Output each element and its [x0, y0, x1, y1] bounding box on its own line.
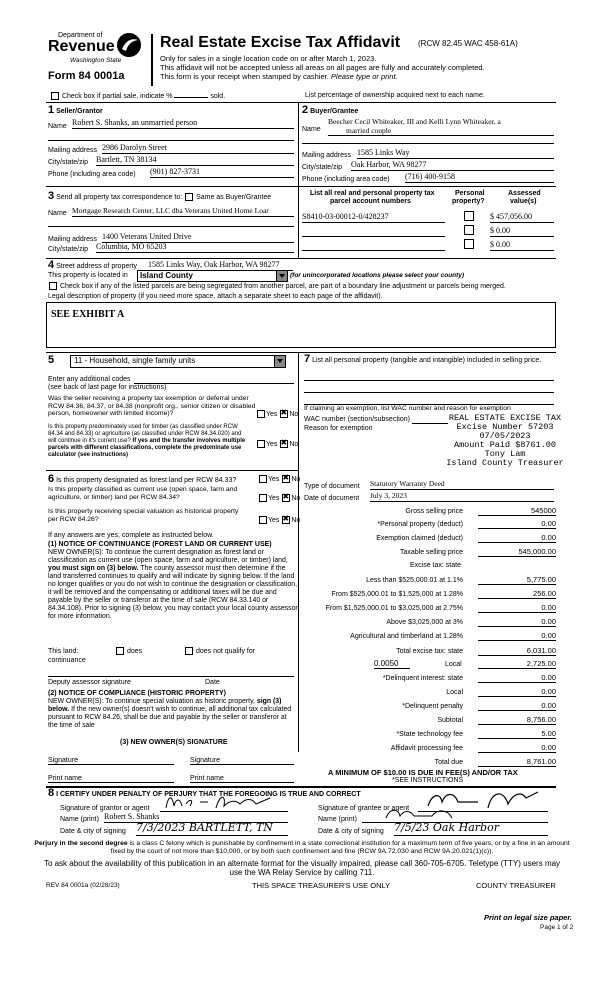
tax-city-label: City/state/zip	[48, 246, 89, 253]
document-type-label: Type of document	[304, 483, 360, 490]
form-title: Real Estate Excise Tax Affidavit	[160, 34, 401, 51]
does-label: does	[126, 647, 143, 655]
exemption-reason-label: Reason for exemption	[304, 425, 373, 432]
document-date-label: Date of document	[304, 495, 360, 502]
personal-line-2	[304, 392, 554, 393]
grantor-signature-label: Signature of grantor or agent	[60, 805, 150, 812]
tier-1-value[interactable]: 5,775.00	[478, 575, 556, 585]
section-3-number: 3	[48, 190, 55, 202]
personal-property-heading	[304, 355, 554, 365]
county-select[interactable]	[137, 270, 288, 282]
continuance-body-c: The county assessor must then determine if the land transferred continues to qualify and will indicate by signing below. If the land no longer qualifies or you do not wish to continue the designation or classification, it will be removed and the compensating or additional taxes will be due and payable by the seller or transferor at the time of sale (RCW 84.33.140 or 84.34.108). Prior to signing (3) below, you may contact your local county assessor for more information.	[48, 565, 298, 620]
grantor-signature-field[interactable]	[160, 796, 288, 812]
perjury-bold: Perjury in the second degree	[34, 840, 128, 847]
current-use-no-label: No	[291, 494, 301, 502]
seller-phone-field[interactable]: (901) 827-3731	[150, 167, 294, 178]
assessed-value-3[interactable]: $ 0.00	[490, 240, 554, 251]
forest-no-checkbox[interactable]	[282, 475, 290, 483]
timber-no-checkbox[interactable]	[280, 440, 288, 448]
stamp-line-1: REAL ESTATE EXCISE TAX	[448, 413, 562, 423]
print-name-label-2: Print name	[190, 775, 224, 782]
header-line-3	[160, 72, 398, 81]
seller-heading	[48, 104, 103, 116]
continuance-label: continuance	[48, 657, 86, 664]
tax-city-field[interactable]: Columbia, MO 65203	[96, 242, 294, 253]
affidavit-fee-value[interactable]: 0.00	[478, 743, 556, 753]
buyer-mailing-field[interactable]: 1585 Links Way	[357, 148, 554, 159]
revenue-wordmark: Revenue	[48, 38, 115, 55]
grantor-name-label: Name (print)	[60, 816, 99, 823]
tax-name-label: Name	[48, 210, 67, 217]
buyer-heading	[302, 104, 358, 116]
additional-codes-note: (see back of last page for instructions)	[48, 384, 167, 391]
timber-yes-checkbox[interactable]	[257, 440, 265, 448]
total-due-value[interactable]: 8,761.00	[478, 757, 556, 767]
street-address-field[interactable]: 1585 Links Way, Oak Harbor, WA 98277	[148, 260, 293, 271]
section-5-divider	[46, 352, 556, 353]
buyer-name-label: Name	[302, 126, 321, 133]
exemption-no-label: No	[289, 410, 299, 418]
deputy-date-label: Date	[205, 679, 220, 686]
personal-line-1	[304, 380, 554, 381]
personal-header-2: property?	[452, 198, 485, 205]
parcel-number-3[interactable]	[302, 240, 445, 251]
does-not-checkbox[interactable]	[185, 647, 193, 655]
section-6-divider	[46, 470, 298, 471]
taxable-value[interactable]: 545,000.00	[478, 547, 556, 557]
historic-body-a: NEW OWNER(S): To continue special valuation as historic property,	[48, 698, 255, 705]
section-7-number: 7	[304, 353, 311, 365]
document-date-field[interactable]: July 3, 2023	[370, 491, 554, 502]
treasurer-use-label: THIS SPACE TREASURER'S USE ONLY	[252, 881, 391, 890]
excise-state-label: Excise tax: state	[410, 562, 461, 569]
personal-header-1: Personal	[455, 190, 485, 197]
timber-question-bold: If yes and the transfer involves multiple parcels with different classifications, complete the predominate use calculator (see instructions)	[48, 438, 246, 458]
seller-city-field[interactable]: Bartlett, TN 38134	[96, 155, 294, 166]
stamp-line-6: Island County Treasurer	[446, 458, 564, 468]
affidavit-fee-label: Affidavit processing fee	[390, 745, 463, 752]
historic-heading: (2) NOTICE OF COMPLIANCE (HISTORIC PROPERTY)	[48, 690, 226, 697]
grantee-name-label: Name (print)	[318, 816, 357, 823]
additional-codes-field[interactable]	[134, 374, 294, 384]
forest-yes-label: Yes	[268, 475, 280, 483]
stamp-line-3: 07/05/2023	[479, 431, 531, 441]
signature-label-2: Signature	[190, 757, 220, 764]
same-as-buyer-checkbox[interactable]	[185, 193, 193, 201]
personal-checkbox-2[interactable]	[464, 225, 474, 235]
timber-question	[48, 424, 248, 459]
historic-no-label: No	[291, 516, 301, 524]
delinquent-penalty-label: *Delinquent penalty	[402, 703, 463, 710]
gross-label: Gross selling price	[405, 508, 463, 515]
this-land-label: This land:	[48, 648, 79, 655]
parcels-header-1: List all real and personal property tax	[310, 190, 435, 197]
legal-description-value: SEE EXHIBIT A	[51, 309, 125, 320]
treasurer-stamp	[440, 414, 570, 468]
grantor-name-field[interactable]: Robert S. Shanks	[104, 812, 288, 823]
section-8-number: 8	[48, 787, 55, 799]
tier-2-value[interactable]: 256.00	[478, 589, 556, 599]
continuance-body-b: you must sign on (3) below.	[48, 565, 139, 572]
column-divider-top	[298, 102, 299, 258]
land-use-select[interactable]	[70, 355, 286, 368]
continuance-body-a: NEW OWNER(S): To continue the current designation as forest land or classification as current use (open space, farm and agriculture, or timber) land,	[48, 549, 288, 564]
deputy-label: Deputy assessor signature	[48, 679, 131, 686]
forest-yes-no	[258, 475, 300, 483]
segregated-label: Check box if any of the listed parcels are being segregated from another parcel, are part of a boundary line adjustment or parcels being merged.	[59, 282, 506, 290]
tech-fee-label: *State technology fee	[396, 731, 463, 738]
signature-label-1: Signature	[48, 757, 78, 764]
segregated-checkbox[interactable]	[49, 282, 57, 290]
grantee-signature-label: Signature of grantee or agent	[318, 805, 410, 812]
land-use-dropdown-arrow-icon[interactable]	[274, 356, 285, 367]
buyer-phone-field[interactable]: (716) 400-9158	[405, 172, 554, 183]
buyer-number: 2	[302, 104, 309, 116]
exemption-claim-label: If claiming an exemption, list WAC number and reason for exemption	[304, 405, 511, 412]
exemption-yes-checkbox[interactable]	[257, 410, 265, 418]
buyer-name-line-1[interactable]: Beecher Cecil Whiteaker, III and Kelli Lynn Whiteaker, a	[328, 117, 501, 126]
local-label: Local	[445, 661, 462, 668]
current-use-yes-checkbox[interactable]	[259, 494, 267, 502]
partial-sale-checkbox[interactable]	[51, 92, 59, 100]
send-tax-label: Send all property tax correspondence to:	[56, 194, 183, 201]
top-divider	[46, 102, 556, 103]
type-or-print-note: Please type or print.	[330, 72, 398, 81]
revenue-logo	[46, 32, 146, 90]
buyer-city-field[interactable]: Oak Harbor, WA 98277	[351, 160, 554, 171]
header-line-1: Only for sales in a single location code on or after March 1, 2023.	[160, 54, 377, 63]
stamp-line-4: Amount Paid $8761.00	[453, 440, 557, 450]
perjury-text: is a class C felony which is punishable by confinement in a state correctional institution for a maximum term of five years, or by a fine in an amount fixed by the court of not more than $10,000, or by both such confinement and fine (RCW 9A.72.030 and RCW 9A.20.021(1)(c)).	[110, 840, 570, 855]
print-name-label-1: Print name	[48, 775, 82, 782]
personal-checkbox-1[interactable]	[464, 211, 474, 221]
exemption-question: Was the seller receiving a property tax exemption or deferral under RCW 84.36, 84.37, or 84.38 (nonprofit org., senior citizen or disabled person, homeowner with limited income)?	[48, 395, 256, 417]
page-number: Page 1 of 2	[540, 924, 574, 931]
parcels-header-2: parcel account numbers	[330, 198, 411, 205]
timber-yes-no	[256, 440, 298, 448]
partial-sale-label: Check box if partial sale, indicate %	[61, 92, 173, 100]
seller-city-label: City/state/zip	[48, 159, 89, 166]
current-use-question: Is this property classified as current use (open space, farm and agriculture, or timber) land per RCW 84.34?	[48, 486, 238, 501]
if-yes-note: If any answers are yes, complete as instructed below.	[48, 532, 214, 539]
does-not-label: does not qualify for	[195, 647, 256, 655]
does-checkbox[interactable]	[116, 647, 124, 655]
exemption-deduct-value[interactable]: 0.00	[478, 533, 556, 543]
buyer-city-label: City/state/zip	[302, 164, 343, 171]
current-use-yes-label: Yes	[268, 494, 280, 502]
washington-state: Washington State	[70, 57, 122, 64]
grantee-name-mark	[382, 806, 472, 822]
seller-blank-line	[48, 140, 294, 141]
parcel-number-2[interactable]	[302, 226, 445, 237]
partial-sale-sold: sold.	[210, 92, 226, 100]
buyer-mailing-label: Mailing address	[302, 152, 352, 159]
timber-yes-label: Yes	[266, 440, 278, 448]
total-state-label: Total excise tax: state	[396, 648, 463, 655]
receipt-note: This form is your receipt when stamped by cashier.	[160, 72, 329, 81]
timber-no-label: No	[289, 440, 299, 448]
print-name-line-2	[190, 782, 294, 783]
total-due-label: Total due	[434, 759, 463, 766]
minimum-due-note: A MINIMUM OF $10.00 IS DUE IN FEE(S) AND/OR TAX	[328, 768, 518, 777]
personal-property-text: List all personal property (tangible and intangible) included in selling price.	[312, 357, 542, 364]
street-address-label: Street address of property	[56, 263, 138, 270]
agricultural-value[interactable]: 0.00	[478, 631, 556, 641]
see-instructions-note: *SEE INSTRUCTIONS	[392, 777, 464, 784]
grantor-date-field[interactable]: 7/3/2023 BARTLETT, TN	[136, 821, 288, 836]
delinquent-local-value[interactable]: 0.00	[478, 687, 556, 697]
local-value[interactable]: 2,725.00	[478, 659, 556, 669]
tax-mailing-field[interactable]: 1400 Veterans United Drive	[102, 232, 294, 243]
gross-value[interactable]: 545000	[478, 506, 556, 516]
alternate-format-notice: To ask about the availability of this publication in an alternate format for the visually impaired, please call 360-705-6705. Teletype (TTY) users may use the WA Relay Service by calling 711.	[43, 859, 561, 877]
legal-description-label: Legal description of property (if you need more space, attach a separate sheet to each page of the affidavit).	[48, 293, 383, 300]
stamp-line-2: Excise Number 57203	[456, 422, 554, 432]
ownership-note: List percentage of ownership acquired next to each name.	[305, 92, 485, 99]
seller-name-label: Name	[48, 123, 67, 130]
located-label: This property is located in	[48, 272, 128, 279]
exemption-no-checkbox[interactable]	[280, 410, 288, 418]
unincorporated-note: (for unincorporated locations please select your county)	[290, 272, 465, 279]
total-state-value[interactable]: 6,031.00	[478, 646, 556, 656]
tier-3-value[interactable]: 0.00	[478, 603, 556, 613]
additional-codes-label: Enter any additional codes	[48, 376, 131, 383]
form-number: Form 84 0001a	[48, 70, 125, 82]
local-rate-value[interactable]: 0.0050	[374, 659, 410, 669]
historic-body-b: sign (3) below.	[48, 698, 282, 713]
form-rcw: (RCW 82.45 WAC 458-61A)	[418, 39, 518, 48]
delinquent-state-label: *Delinquent interest: state	[382, 675, 463, 682]
section-5-number: 5	[48, 354, 55, 366]
delinquent-local-label: Local	[446, 689, 463, 696]
seller-name-field[interactable]: Robert S. Shanks, an unmarried person	[72, 118, 294, 129]
grantor-signature-mark	[160, 792, 288, 812]
personal-checkbox-3[interactable]	[464, 239, 474, 249]
grantee-date-label: Date & city of signing	[318, 828, 384, 835]
historic-body-c: If the new owner(s) doesn't wish to continue, all additional tax calculated pursuant to RCW 84.26, shall be due and payable by the seller or transferor at the time of sale	[48, 706, 292, 729]
tax-correspondence-heading	[48, 190, 271, 202]
revenue-logo-icon	[116, 32, 142, 58]
continuance-heading: (1) NOTICE OF CONTINUANCE (FOREST LAND OR CURRENT USE)	[48, 541, 272, 548]
tier-3-label: From $1,525,000.01 to $3,025,000 at 2.75%	[325, 605, 463, 612]
forest-no-label: No	[291, 475, 301, 483]
new-owner-signature-heading: (3) NEW OWNER(S) SIGNATURE	[120, 739, 228, 746]
tier-1-label: Less than $525,000.01 at 1.1%	[366, 577, 463, 584]
assessed-header-2: value(s)	[510, 198, 537, 205]
historic-yes-label: Yes	[268, 516, 280, 524]
exemption-yes-no	[256, 410, 298, 418]
tax-name-field[interactable]: Mortgage Research Center, LLC dba Veterans United Home Loar	[72, 206, 294, 217]
buyer-blank-line	[302, 143, 554, 144]
agricultural-label: Agricultural and timberland at 1.28%	[350, 633, 463, 640]
seller-number: 1	[48, 104, 55, 116]
section-3-divider	[46, 186, 556, 187]
wac-label: WAC number (section/subsection)	[304, 416, 410, 423]
timber-question-text: Is this property predominately used for timber (as classified under RCW 84.34 and 84.33) or agriculture (as classified under RCW 84.34.020) and will continue in it's current use?	[48, 424, 242, 444]
current-use-no-checkbox[interactable]	[282, 494, 290, 502]
partial-sale-row	[50, 92, 225, 100]
forest-question-text: Is this property designated as forest land per RCW 84.33?	[56, 477, 237, 484]
print-name-line-1	[48, 782, 174, 783]
exemption-yes-label: Yes	[266, 410, 278, 418]
revision-label: REV 84 0001a (02/28/23)	[46, 882, 120, 889]
section-4-number: 4	[48, 259, 55, 271]
personal-property-deduct-value[interactable]: 0.00	[478, 519, 556, 529]
land-use-value: 11 - Household, single family units	[74, 356, 196, 365]
grantor-date-label: Date & city of signing	[60, 828, 126, 835]
tax-blank-line	[48, 226, 294, 227]
segregated-row	[48, 282, 506, 290]
buyer-phone-label: Phone (including area code)	[302, 176, 390, 183]
county-dropdown-arrow-icon[interactable]	[276, 271, 287, 281]
tier-4-value[interactable]: 0.00	[478, 617, 556, 627]
seller-mailing-label: Mailing address	[48, 147, 98, 154]
county-treasurer-label: COUNTY TREASURER	[476, 881, 556, 890]
parcel-number-1[interactable]: S8410-03-00012-0/428237	[302, 212, 445, 223]
seller-phone-label: Phone (including area code)	[48, 171, 136, 178]
current-use-yes-no	[258, 494, 300, 502]
section-6-number: 6	[48, 473, 55, 485]
subtotal-label: Subtotal	[437, 717, 463, 724]
exemption-deduct-label: Exemption claimed (deduct)	[376, 535, 463, 542]
header-divider	[151, 34, 153, 86]
same-as-buyer-label: Same as Buyer/Grantee	[196, 194, 272, 201]
personal-property-deduct-label: *Personal property (deduct)	[377, 521, 463, 528]
does-option	[115, 647, 142, 655]
delinquent-state-value[interactable]: 0.00	[478, 673, 556, 683]
perjury-notice	[32, 840, 572, 856]
tax-mailing-label: Mailing address	[48, 236, 98, 243]
forest-yes-checkbox[interactable]	[259, 475, 267, 483]
street-address-row	[48, 259, 137, 271]
subtotal-value[interactable]: 8,756.00	[478, 715, 556, 725]
document-type-field[interactable]: Statutory Warranty Deed	[370, 479, 554, 490]
assessed-header-1: Assessed	[508, 190, 541, 197]
tier-4-label: Above $3,025,000 at 3%	[386, 619, 463, 626]
seller-title: Seller/Grantor	[56, 108, 103, 115]
stamp-line-5: Tony Lam	[484, 449, 526, 459]
buyer-name-line-2[interactable]: married couple	[328, 126, 554, 136]
tier-2-label: From $525,000.01 to $1,525,000 at 1.28%	[331, 591, 463, 598]
header-line-2: This affidavit will not be accepted unless all areas on all pages are fully and accurately completed.	[160, 63, 485, 72]
county-value: Island County	[140, 271, 193, 280]
forest-question	[48, 473, 236, 485]
new-owner-sig-line-1	[48, 764, 174, 765]
tech-fee-value[interactable]: 5.00	[478, 729, 556, 739]
delinquent-penalty-value[interactable]: 0.00	[478, 701, 556, 711]
seller-mailing-field[interactable]: 2986 Darolyn Street	[102, 143, 294, 154]
dept-line: Department of	[58, 32, 103, 39]
legal-size-note: Print on legal size paper.	[484, 913, 572, 922]
assessed-value-2[interactable]: $ 0.00	[490, 226, 554, 237]
grantee-date-field[interactable]: 7/5/23 Oak Harbor	[394, 821, 548, 836]
partial-sale-percent-field[interactable]	[174, 97, 208, 98]
buyer-title: Buyer/Grantee	[310, 108, 359, 115]
historic-question: Is this property receiving special valuation as historical property per RCW 84.26?	[48, 508, 239, 523]
legal-description-box[interactable]	[46, 302, 556, 348]
assessed-value-1[interactable]: $ 457,056.00	[490, 212, 554, 223]
taxable-label: Taxable selling price	[399, 549, 463, 556]
certify-text: I CERTIFY UNDER PENALTY OF PERJURY THAT THE FOREGOING IS TRUE AND CORRECT	[56, 791, 361, 798]
